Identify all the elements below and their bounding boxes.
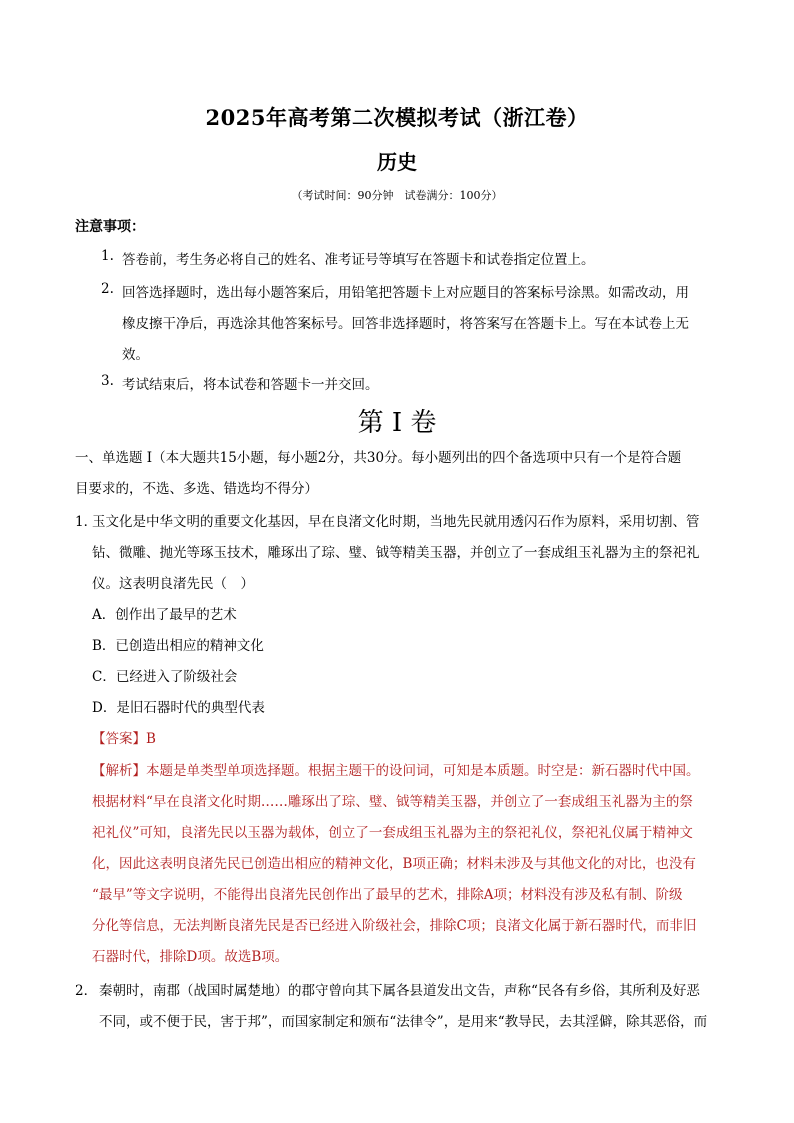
question-stem: 钻、微雕、抛光等琢玉技术，雕琢出了琮、璧、钺等精美玉器，并创立了一套成组玉礼器为主的祭祀礼 xyxy=(92,545,700,561)
analysis-text: 石器时代，排除D项。故选B项。 xyxy=(92,949,289,965)
section-title: 第 I 卷 xyxy=(357,408,437,438)
question-stem: 不同，或不便于民，害于邦”，而国家制定和颁布“法律令”，是用来“教导民，去其淫僻，除其恶俗，而 xyxy=(99,1014,708,1030)
answer-line xyxy=(92,727,156,747)
exam-info: （考试时间：90分钟 试卷满分：100分） xyxy=(291,189,503,202)
part-instructions: 目要求的，不选、多选、错选均不得分） xyxy=(75,481,318,497)
option-c: C．已经进入了阶级社会 xyxy=(92,669,238,685)
subject-title: 历史 xyxy=(377,150,417,174)
notice-item-number: 1. xyxy=(101,248,114,264)
notice-item-text: 效。 xyxy=(122,347,149,363)
notice-item-text: 橡皮擦干净后，再选涂其他答案标号。回答非选择题时，将答案写在答题卡上。写在本试卷上无 xyxy=(122,316,689,332)
option-d: D．是旧石器时代的典型代表 xyxy=(92,700,265,716)
notice-item-number: 2. xyxy=(101,281,114,297)
question-number: 1． xyxy=(75,514,98,530)
analysis-text: 根据材料“早在良渚文化时期……雕琢出了琮、璧、钺等精美玉器，并创立了一套成组玉礼器为主的祭 xyxy=(92,794,693,810)
exam-title: 2025年高考第二次模拟考试（浙江卷） xyxy=(205,105,589,130)
notice-item-number: 3. xyxy=(101,373,114,389)
option-b: B．已创造出相应的精神文化 xyxy=(92,638,264,654)
analysis-line xyxy=(92,759,700,779)
notice-heading: 注意事项： xyxy=(75,219,145,235)
analysis-text: 祀礼仪”可知，良渚先民以玉器为载体，创立了一套成组玉礼器为主的祭祀礼仪，祭祀礼仪属于精神文 xyxy=(92,825,693,841)
analysis-text: 本题是单类型单项选择题。根据主题干的设问词，可知是本质题。时空是：新石器时代中国。 xyxy=(146,763,700,779)
part-instructions: 一、单选题 I（本大题共15小题，每小题2分，共30分。每小题列出的四个备选项中只有一个是符合题 xyxy=(75,450,682,466)
analysis-text: 化，因此这表明良渚先民已创造出相应的精神文化，B项正确；材料未涉及与其他文化的对比，也没有 xyxy=(92,856,696,872)
answer-value: B xyxy=(146,731,156,747)
analysis-text: “最早”等文字说明，不能得出良渚先民创作出了最早的艺术，排除A项；材料没有涉及私有制、阶级 xyxy=(92,887,683,903)
analysis-text: 分化等信息，无法判断良渚先民是否已经进入阶级社会，排除C项；良渚文化属于新石器时代，而非旧 xyxy=(92,918,697,934)
question-stem: 秦朝时，南郡（战国时属楚地）的郡守曾向其下属各县道发出文告，声称“民各有乡俗，其所利及好恶 xyxy=(99,983,700,999)
notice-item-text: 考试结束后，将本试卷和答题卡一并交回。 xyxy=(122,377,379,393)
answer-label: 【答案】 xyxy=(92,731,146,747)
question-number: 2． xyxy=(75,983,98,999)
question-stem: 仪。这表明良渚先民（ ） xyxy=(92,576,254,592)
analysis-label: 【解析】 xyxy=(92,763,146,779)
notice-item-text: 回答选择题时，选出每小题答案后，用铅笔把答题卡上对应题目的答案标号涂黑。如需改动，用 xyxy=(122,285,689,301)
question-stem: 玉文化是中华文明的重要文化基因，早在良渚文化时期，当地先民就用透闪石作为原料，采用切割、管 xyxy=(92,514,700,530)
option-a: A．创作出了最早的艺术 xyxy=(92,607,237,623)
notice-item-text: 答卷前，考生务必将自己的姓名、准考证号等填写在答题卡和试卷指定位置上。 xyxy=(122,252,595,268)
